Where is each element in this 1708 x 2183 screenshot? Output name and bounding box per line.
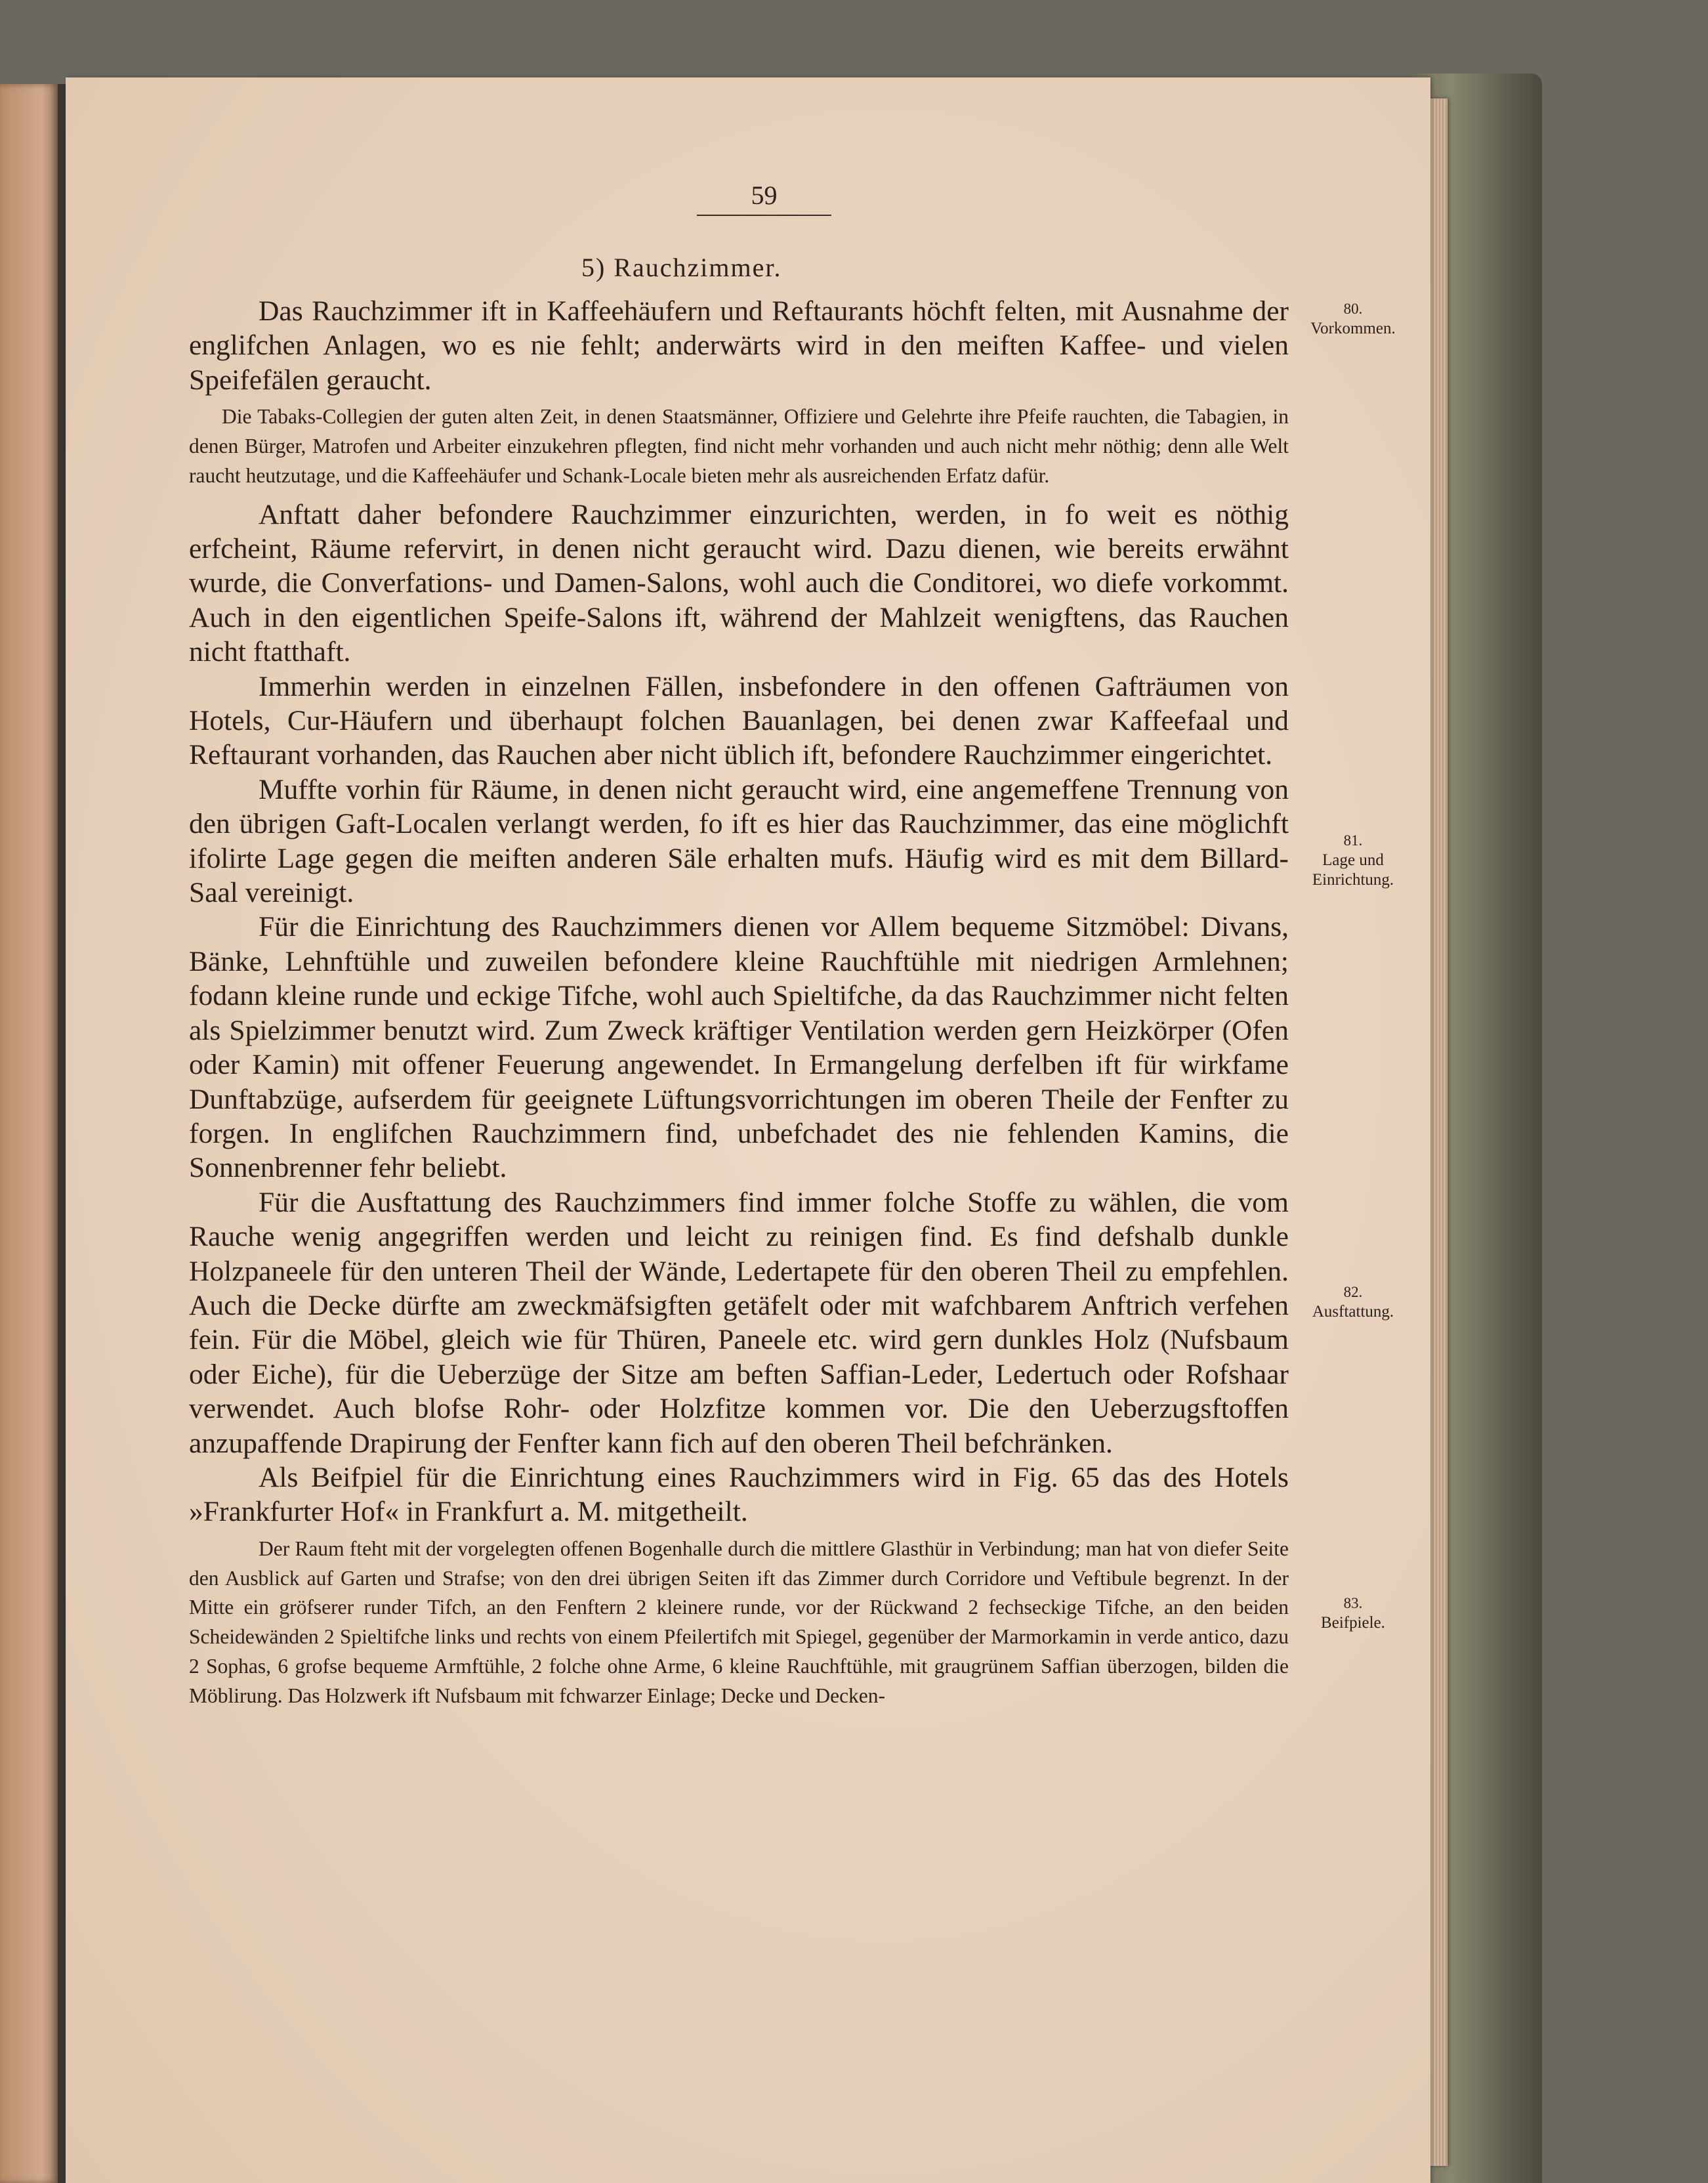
book-page	[66, 77, 1430, 2183]
margin-note-label: Beifpiele.	[1321, 1614, 1385, 1632]
margin-note-83	[1289, 1594, 1417, 1633]
paragraph-reserved-rooms: Anftatt daher befondere Rauchzimmer einzurichten, werden, in fo weit es nöthig erfcheint, Räume refervirt, in denen nicht geraucht wird. Dazu dienen, wie bereits erwähnt wurde, die Converfations- und Damen-Salons, wohl auch die Conditorei, wo diefe vorkommt. Auch in den eigentlichen Speife-Salons ift, während der Mahlzeit wenigftens, das Rauchen nicht ftatthaft.	[189, 498, 1289, 668]
book-gutter	[58, 84, 66, 2183]
margin-note-number: 83.	[1343, 1595, 1363, 1611]
paragraph-lage: Muffte vorhin für Räume, in denen nicht geraucht wird, eine angemeffene Trennung von den übrigen Gaft-Localen verlangt werden, fo ift es hier das Rauchzimmer, das eine möglichft ifolirte Lage gegen die meiften anderen Säle erhalten mufs. Häufig wird es mit dem Billard-Saal vereinigt.	[189, 773, 1289, 909]
margin-note-81	[1289, 831, 1417, 890]
margin-note-label: Vorkommen.	[1310, 320, 1396, 337]
main-text	[189, 294, 1289, 1718]
margin-note-label: Lage und Einrichtung.	[1312, 851, 1394, 889]
margin-note-label: Ausftattung.	[1312, 1303, 1394, 1321]
paragraph-beispiele: Als Beifpiel für die Einrichtung eines Rauchzimmers wird in Fig. 65 das des Hotels »Frankfurter Hof« in Frankfurt a. M. mitgetheilt.	[189, 1461, 1289, 1528]
section-heading: 5) Rauchzimmer.	[581, 253, 782, 282]
left-page-edge	[0, 84, 59, 2183]
paragraph-einrichtung: Für die Einrichtung des Rauchzimmers dienen vor Allem bequeme Sitzmöbel: Divans, Bänke, Lehnftühle und zuweilen befondere kleine Rauchftühle mit niedrigen Armlehnen; fodann kleine runde und eckige Tifche, wohl auch Spieltifche, da das Rauchzimmer nicht felten als Spielzimmer benutzt wird. Zum Zweck kräftiger Ventilation werden gern Heizkörper (Ofen oder Kamin) mit offener Feuerung angewendet. In Ermangelung derfelben ift für wirkfame Dunftabzüge, aufserdem für geeignete Lüftungsvorrichtungen im oberen Theile der Fenfter zu forgen. In englifchen Rauchzimmern find, unbefchadet des nie fehlenden Kamins, die Sonnenbrenner fehr beliebt.	[189, 911, 1289, 1184]
margin-note-number: 81.	[1343, 832, 1363, 849]
page-number: 59	[697, 180, 831, 216]
margin-note-number: 80.	[1343, 301, 1363, 317]
paragraph-ausstattung: Für die Ausftattung des Rauchzimmers find immer folche Stoffe zu wählen, die vom Rauche wenig angegriffen werden und leicht zu reinigen find. Es find defshalb dunkle Holzpaneele für den unteren Theil der Wände, Ledertapete für den oberen Theil zu empfehlen. Auch die Decke dürfte am zweckmäfsigften getäfelt oder mit wafchbarem Anftrich verfehen fein. Für die Möbel, gleich wie für Thüren, Paneele etc. wird gern dunkles Holz (Nufsbaum oder Eiche), für die Ueberzüge der Sitze am beften Saffian-Leder, Ledertuch oder Rofshaar verwendet. Auch blofse Rohr- oder Holzfitze kommen vor. Die den Ueberzugsftoffen anzupaffende Drapirung der Fenfter kann fich auf den oberen Theil befchränken.	[189, 1186, 1289, 1459]
margin-note-80	[1289, 299, 1417, 339]
footnote-frankfurter-hof: Der Raum fteht mit der vorgelegten offenen Bogenhalle durch die mittlere Glasthür in Verbindung; man hat von diefer Seite den Ausblick auf Garten und Strafse; von den drei übrigen Seiten ift das Zimmer durch Corridore und Veftibule begrenzt. In der Mitte ein gröfserer runder Tifch, an den Fenftern 2 kleinere runde, vor der Rückwand 2 fechseckige Tifche, an den beiden Scheidewänden 2 Spieltifche links und rechts von einem Pfeilertifch mit Spiegel, gegenüber der Marmorkamin in verde antico, dazu 2 Sophas, 6 grofse bequeme Armftühle, 2 folche ohne Arme, 6 kleine Rauchftühle, mit graugrünem Saffian überzogen, bilden die Möblirung. Das Holzwerk ift Nufsbaum mit fchwarzer Einlage; Decke und Decken-	[189, 1537, 1289, 1707]
margin-note-82	[1289, 1282, 1417, 1322]
margin-note-number: 82.	[1343, 1284, 1363, 1300]
paragraph-hotels: Immerhin werden in einzelnen Fällen, insbefondere in den offenen Gafträumen von Hotels, Cur-Häufern und überhaupt folchen Bauanlagen, bei denen zwar Kaffeefaal und Reftaurant vorhanden, das Rauchen aber nicht üblich ift, befondere Rauchzimmer eingerichtet.	[189, 670, 1289, 771]
paragraph-vorkommen: Das Rauchzimmer ift in Kaffeehäufern und Reftaurants höchft felten, mit Ausnahme der englifchen Anlagen, wo es nie fehlt; anderwärts wird in den meiften Kaffee- und vielen Speifefälen geraucht.	[189, 295, 1289, 396]
footnote-tabaks-collegien: Die Tabaks-Collegien der guten alten Zeit, in denen Staatsmänner, Offiziere und Gelehrte ihre Pfeife rauchten, die Tabagien, in denen Bürger, Matrofen und Arbeiter einzukehren pflegten, find nicht mehr vorhanden und auch nicht mehr nöthig; denn alle Welt raucht heutzutage, und die Kaffeehäufer und Schank-Locale bieten mehr als ausreichenden Erfatz dafür.	[189, 405, 1289, 487]
